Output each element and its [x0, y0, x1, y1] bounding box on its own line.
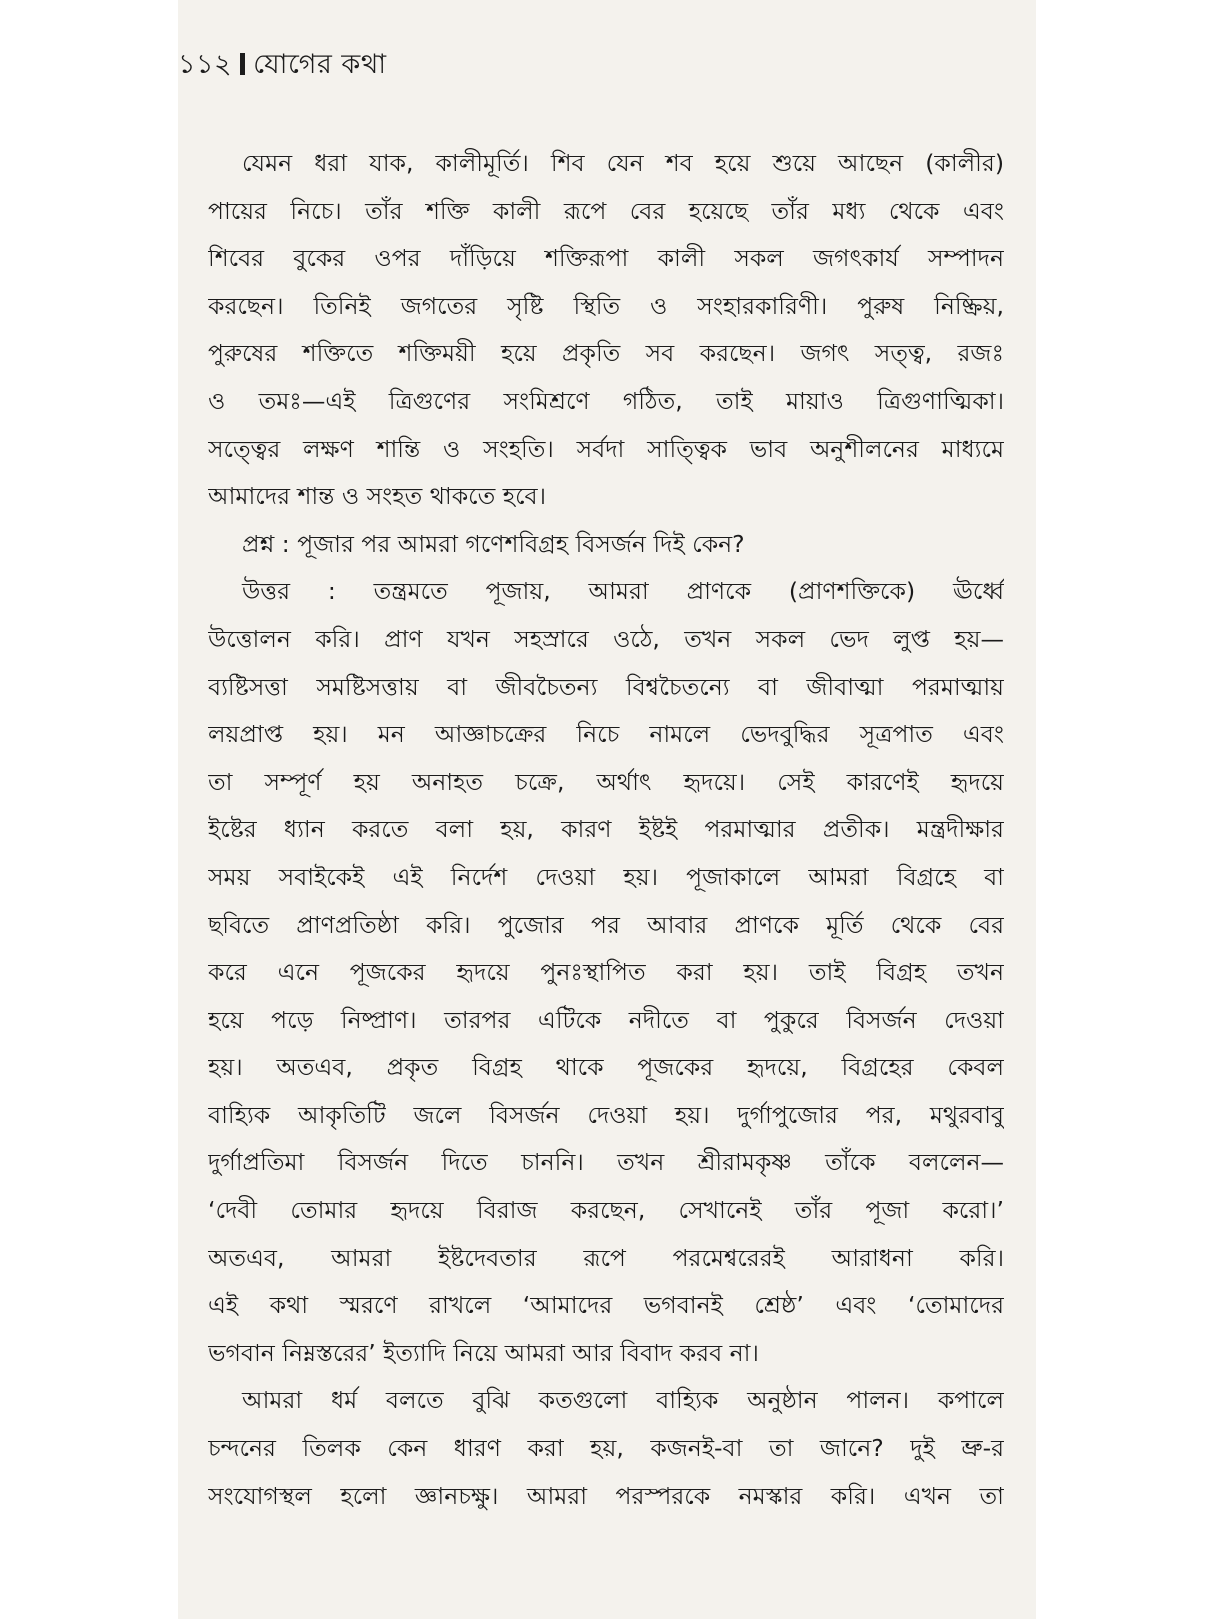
- text-line: শিবের বুকের ওপর দাঁড়িয়ে শক্তিরূপা কালী সকল জগৎকার্য সম্পাদন: [208, 244, 1004, 273]
- book-title: যোগের কথা: [253, 49, 387, 80]
- text-line: চন্দনের তিলক কেন ধারণ করা হয়, কজনই-বা তা জানে? দুই ভ্রু-র: [208, 1434, 1004, 1463]
- text-line: অতএব, আমরা ইষ্টদেবতার রূপে পরমেশ্বরেরই আরাধনা করি।: [208, 1243, 1004, 1272]
- text-line: ভগবান নিম্নস্তরের’ ইত্যাদি নিয়ে আমরা আর বিবাদ করব না।: [208, 1338, 759, 1367]
- text-line: তা সম্পূর্ণ হয় অনাহত চক্রে, অর্থাৎ হৃদয়ে। সেই কারণেই হৃদয়ে: [208, 767, 1004, 796]
- text-line: উত্তোলন করি। প্রাণ যখন সহস্রারে ওঠে, তখন সকল ভেদ লুপ্ত হয়—: [208, 624, 1004, 653]
- text-line: এই কথা স্মরণে রাখলে ‘আমাদের ভগবানই শ্রেষ্ঠ’ এবং ‘তোমাদের: [208, 1291, 1004, 1320]
- text-line: হয়ে পড়ে নিষ্প্রাণ। তারপর এটিকে নদীতে বা পুকুরে বিসর্জন দেওয়া: [208, 1005, 1004, 1034]
- text-line: সত্ত্বের লক্ষণ শান্তি ও সংহতি। সর্বদা সাত্ত্বিক ভাব অনুশীলনের মাধ্যমে: [208, 434, 1004, 463]
- text-line: ইষ্টের ধ্যান করতে বলা হয়, কারণ ইষ্টই পরমাত্মার প্রতীক। মন্ত্রদীক্ষার: [208, 815, 1004, 844]
- text-line: ও তমঃ—এই ত্রিগুণের সংমিশ্রণে গঠিত, তাই মায়াও ত্রিগুণাত্মিকা।: [208, 386, 1004, 415]
- running-header: [178, 44, 387, 89]
- text-line: হয়। অতএব, প্রকৃত বিগ্রহ থাকে পূজকের হৃদয়ে, বিগ্রহের কেবল: [208, 1053, 1004, 1082]
- text-line: প্রশ্ন : পূজার পর আমরা গণেশবিগ্রহ বিসর্জন দিই কেন?: [242, 529, 745, 558]
- text-line: করে এনে পূজকের হৃদয়ে পুনঃস্থাপিত করা হয়। তাই বিগ্রহ তখন: [208, 958, 1004, 987]
- text-line: দুর্গাপ্রতিমা বিসর্জন দিতে চাননি। তখন শ্রীরামকৃষ্ণ তাঁকে বললেন—: [208, 1148, 1004, 1177]
- text-line: বাহ্যিক আকৃতিটি জলে বিসর্জন দেওয়া হয়। দুর্গাপুজোর পর, মথুরবাবু: [208, 1100, 1004, 1129]
- text-line: ‘দেবী তোমার হৃদয়ে বিরাজ করছেন, সেখানেই তাঁর পূজা করো।’: [208, 1196, 1004, 1225]
- text-line: সময় সবাইকেই এই নির্দেশ দেওয়া হয়। পূজাকালে আমরা বিগ্রহে বা: [208, 862, 1004, 891]
- text-line: আমাদের শান্ত ও সংহত থাকতে হবে।: [208, 482, 546, 511]
- text-line: ব্যষ্টিসত্তা সমষ্টিসত্তায় বা জীবচৈতন্য বিশ্বচৈতন্যে বা জীবাত্মা পরমাত্মায়: [208, 672, 1004, 701]
- text-line: পুরুষের শক্তিতে শক্তিময়ী হয়ে প্রকৃতি সব করছেন। জগৎ সত্ত্ব, রজঃ: [208, 339, 1004, 368]
- text-line: যেমন ধরা যাক, কালীমূর্তি। শিব যেন শব হয়ে শুয়ে আছেন (কালীর): [242, 149, 1004, 177]
- text-line: উত্তর : তন্ত্রমতে পূজায়, আমরা প্রাণকে (প্রাণশক্তিকে) ঊর্ধ্বে: [242, 577, 1004, 606]
- header-separator: [240, 53, 245, 75]
- text-line: লয়প্রাপ্ত হয়। মন আজ্ঞাচক্রের নিচে নামলে ভেদবুদ্ধির সূত্রপাত এবং: [208, 720, 1004, 749]
- text-line: সংযোগস্থল হলো জ্ঞানচক্ষু। আমরা পরস্পরকে নমস্কার করি। এখন তা: [208, 1481, 1004, 1510]
- text-line: করছেন। তিনিই জগতের সৃষ্টি স্থিতি ও সংহারকারিণী। পুরুষ নিষ্ক্রিয়,: [208, 291, 1004, 320]
- body-text: [208, 140, 1004, 1520]
- text-line: ছবিতে প্রাণপ্রতিষ্ঠা করি। পুজোর পর আবার প্রাণকে মূর্তি থেকে বের: [208, 910, 1004, 939]
- text-line: আমরা ধর্ম বলতে বুঝি কতগুলো বাহ্যিক অনুষ্ঠান পালন। কপালে: [242, 1386, 1004, 1415]
- page-number: ১১২: [178, 49, 233, 80]
- text-line: পায়ের নিচে। তাঁর শক্তি কালী রূপে বের হয়েছে তাঁর মধ্য থেকে এবং: [208, 196, 1004, 225]
